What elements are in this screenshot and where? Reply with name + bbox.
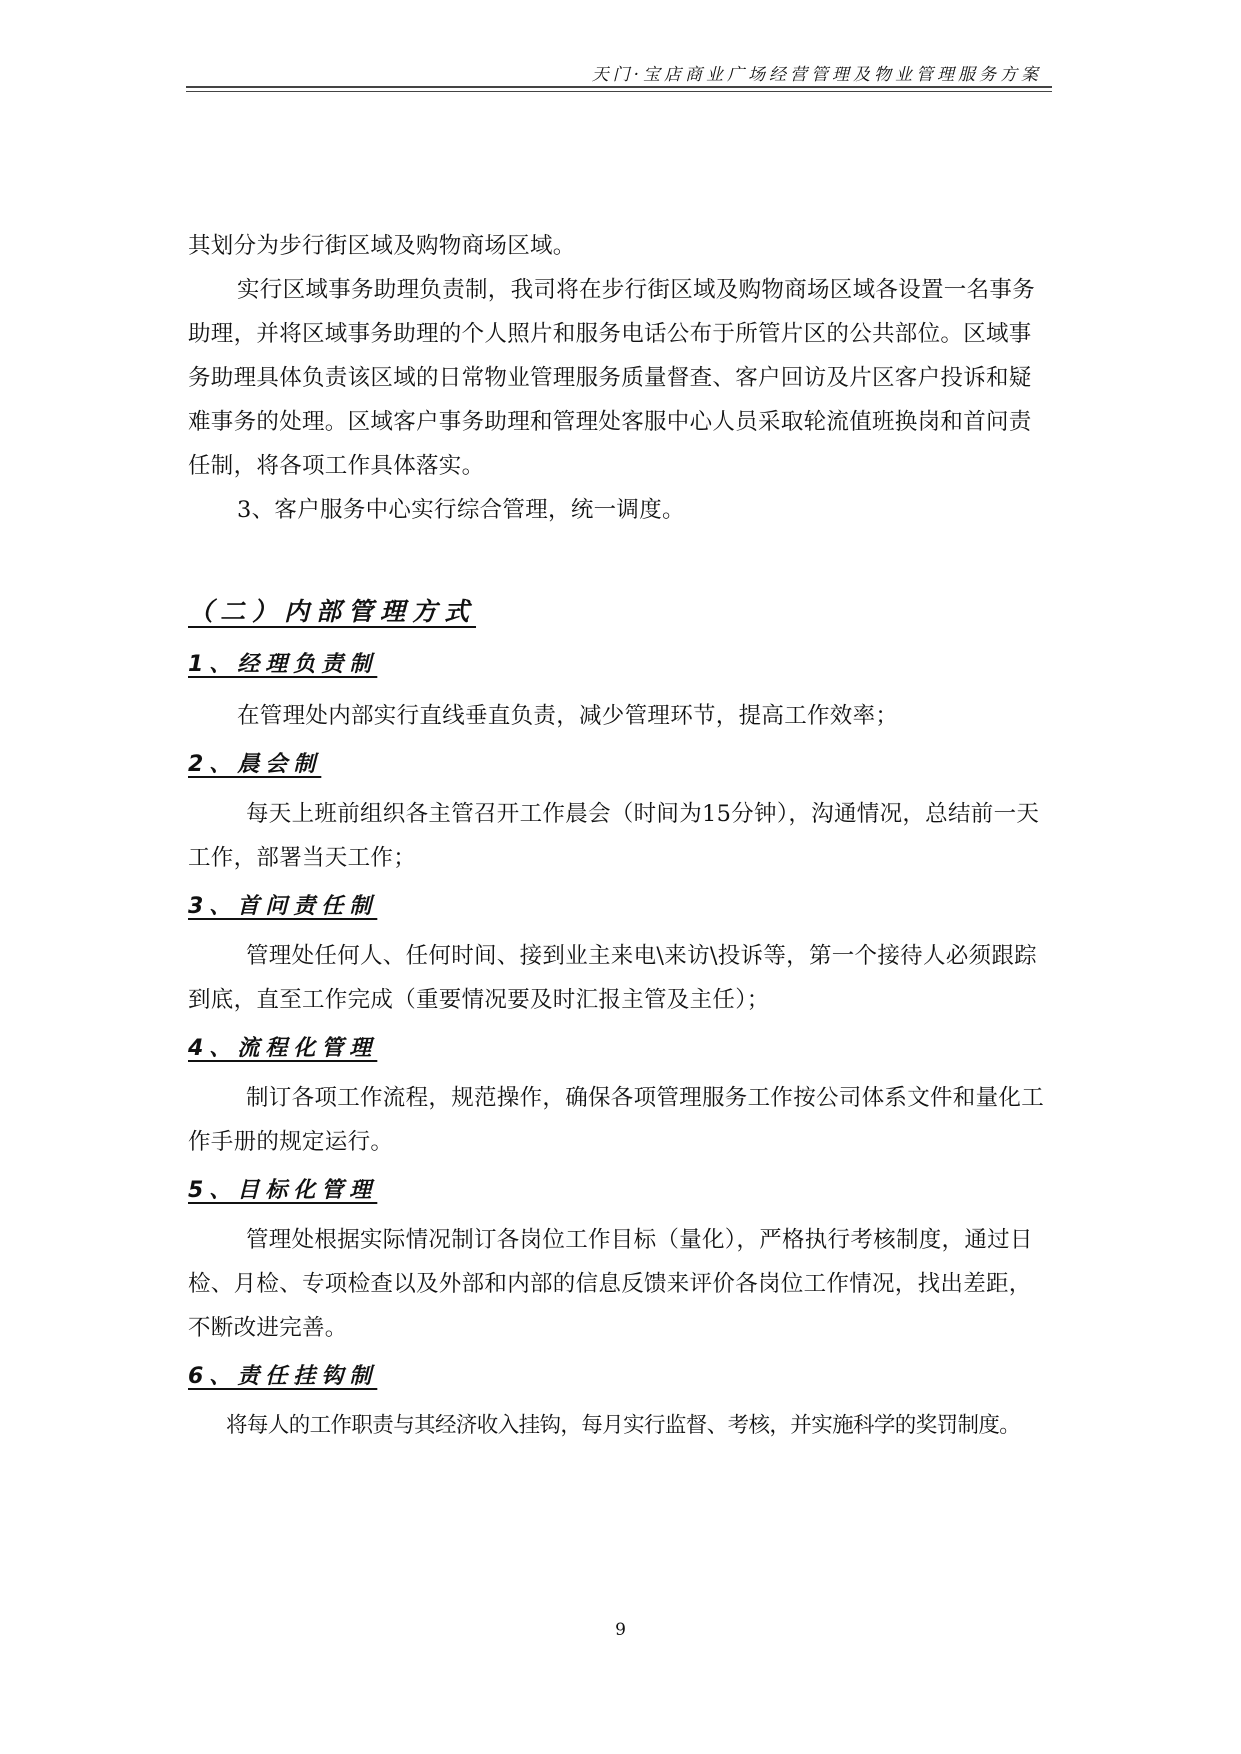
item-body-4: 制订各项工作流程，规范操作，确保各项管理服务工作按公司体系文件和量化工作手册的规定运行。 bbox=[188, 1085, 1045, 1155]
item-body-3: 管理处任何人、任何时间、接到业主来电\来访\投诉等，第一个接待人必须跟踪到底，直至工作完成（重要情况要及时汇报主管及主任）； bbox=[188, 943, 1037, 1013]
header-title: 天门·宝店商业广场经营管理及物业管理服务方案 bbox=[591, 65, 1042, 85]
document-body bbox=[188, 224, 1054, 1448]
header-rule-thin bbox=[186, 91, 1052, 92]
header-rule-thick bbox=[186, 86, 1052, 88]
page-number: 9 bbox=[615, 1620, 626, 1640]
item-body-5: 管理处根据实际情况制订各岗位工作目标（量化），严格执行考核制度，通过日检、月检、专项检查以及外部和内部的信息反馈来评价各岗位工作情况，找出差距，不断改进完善。 bbox=[188, 1227, 1033, 1341]
paragraph-regional-assistant: 实行区域事务助理负责制，我司将在步行街区域及购物商场区域各设置一名事务助理，并将区域事务助理的个人照片和服务电话公布于所管片区的公共部位。区域事务助理具体负责该区域的日常物业管理服务质量督查、客户回访及片区客户投诉和疑难事务的处理。区域客户事务助理和管理处客服中心人员采取轮流值班换岗和首问责任制，将各项工作具体落实。 bbox=[188, 277, 1036, 479]
item-title-3: 3、首问责任制 bbox=[188, 894, 378, 919]
item-title-2: 2、晨会制 bbox=[188, 752, 322, 777]
item-title-6: 6、责任挂钩制 bbox=[188, 1364, 378, 1389]
item-body-1: 在管理处内部实行直线垂直负责，减少管理环节，提高工作效率； bbox=[237, 703, 899, 729]
item-body-2: 每天上班前组织各主管召开工作晨会（时间为15分钟），沟通情况，总结前一天工作，部署当天工作； bbox=[188, 801, 1040, 871]
item-title-5: 5、目标化管理 bbox=[188, 1178, 378, 1203]
item-title-4: 4、流程化管理 bbox=[188, 1036, 378, 1061]
page-header bbox=[186, 58, 1052, 94]
section-title: （二）内部管理方式 bbox=[188, 597, 477, 626]
paragraph-continuation: 其划分为步行街区域及购物商场区域。 bbox=[188, 233, 576, 259]
paragraph-service-center: 3、客户服务中心实行综合管理，统一调度。 bbox=[237, 497, 685, 523]
item-body-6: 将每人的工作职责与其经济收入挂钩，每月实行监督、考核，并实施科学的奖罚制度。 bbox=[226, 1413, 1021, 1438]
item-title-1: 1、经理负责制 bbox=[188, 652, 378, 677]
